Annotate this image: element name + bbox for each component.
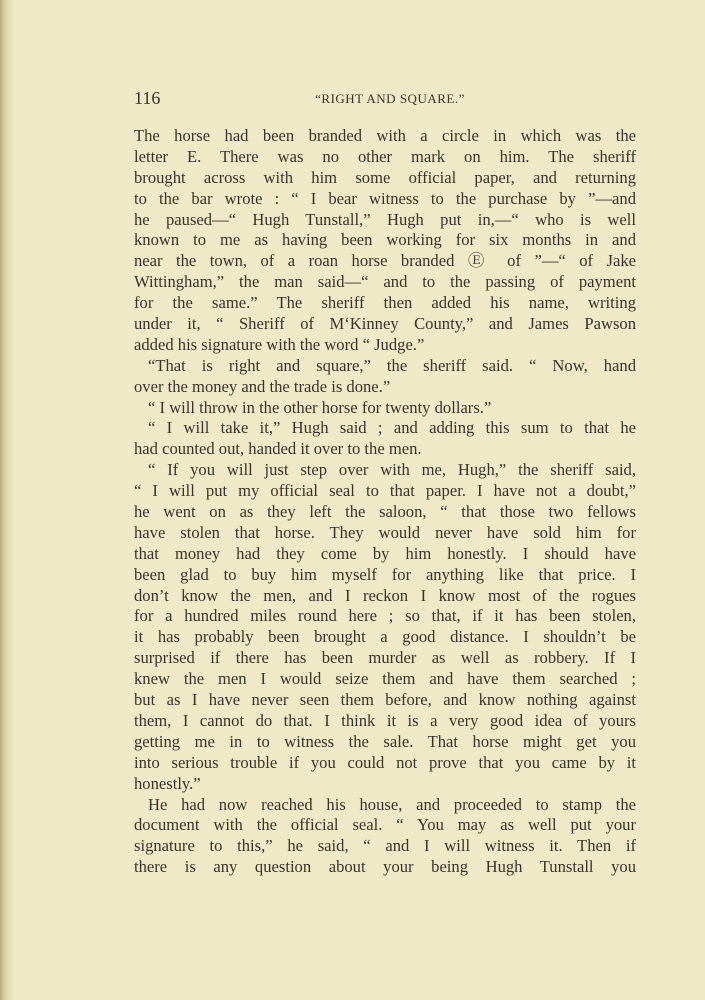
- paragraph: [134, 398, 636, 419]
- text-line: added his signature with the word “ Judge.”: [134, 334, 425, 354]
- page-gutter-edge: [0, 0, 14, 1000]
- text-line: had counted out, handed it over to the men.: [134, 439, 422, 459]
- text-line: The horse had been branded with a circle in which was the: [134, 126, 636, 145]
- text-line: document with the official seal. “ You may as well put your: [134, 815, 636, 835]
- text-line: He had now reached his house, and proceeded to stamp the: [148, 794, 636, 814]
- text-line: Wittingham,” the man said—“ and to the passing of payment: [134, 272, 636, 292]
- paragraph: [134, 460, 636, 794]
- text-line: “ I will throw in the other horse for twenty dollars.”: [148, 397, 492, 417]
- paragraph: [134, 795, 636, 879]
- text-line: have stolen that horse. They would never have sold him for: [134, 522, 636, 542]
- running-title: “RIGHT AND SQUARE.”: [315, 91, 465, 106]
- text-line: under it, “ Sheriff of M‘Kinney County,” and James Pawson: [134, 314, 636, 334]
- text-line: getting me in to witness the sale. That horse might get you: [134, 731, 636, 751]
- page-body-text: [134, 126, 636, 878]
- text-line: letter E. There was no other mark on him. The sheriff: [134, 146, 636, 166]
- text-line: near the town, of a roan horse branded Ⓔ of ”—“ of Jake: [134, 251, 636, 271]
- page-number: 116: [134, 88, 161, 108]
- text-line: been glad to buy him myself for anything like that price. I: [134, 564, 636, 584]
- page-header: [134, 88, 636, 112]
- text-line: brought across with him some official paper, and returning: [134, 167, 636, 187]
- text-line: but as I have never seen them before, and know nothing against: [134, 690, 636, 710]
- paragraph: [134, 126, 636, 356]
- text-line: “ I will put my official seal to that paper. I have not a doubt,”: [134, 481, 636, 501]
- text-line: them, I cannot do that. I think it is a very good idea of yours: [134, 710, 636, 730]
- text-line: “ I will take it,” Hugh said ; and adding this sum to that he: [148, 418, 636, 438]
- text-line: knew the men I would seize them and have them searched ;: [134, 669, 636, 689]
- text-line: for the same.” The sheriff then added his name, writing: [134, 293, 636, 313]
- text-line: for a hundred miles round here ; so that, if it has been stolen,: [134, 606, 636, 626]
- text-line: honestly.”: [134, 773, 201, 793]
- text-line: don’t know the men, and I reckon I know most of the rogues: [134, 585, 636, 605]
- paragraph: [134, 356, 636, 398]
- text-line: “ If you will just step over with me, Hugh,” the sheriff said,: [148, 460, 636, 480]
- text-line: he went on as they left the saloon, “ that those two fellows: [134, 502, 636, 522]
- text-line: it has probably been brought a good distance. I shouldn’t be: [134, 627, 636, 647]
- text-line: known to me as having been working for six months in and: [134, 230, 636, 250]
- text-line: into serious trouble if you could not prove that you came by it: [134, 752, 636, 772]
- text-line: over the money and the trade is done.”: [134, 376, 391, 396]
- text-line: signature to this,” he said, “ and I will witness it. Then if: [134, 836, 636, 856]
- paragraph: [134, 418, 636, 460]
- text-line: that money had they come by him honestly. I should have: [134, 543, 636, 563]
- text-line: he paused—“ Hugh Tunstall,” Hugh put in,—“ who is well: [134, 209, 636, 229]
- text-line: to the bar wrote : “ I bear witness to the purchase by ”—and: [134, 188, 636, 208]
- text-line: there is any question about your being Hugh Tunstall you: [134, 857, 636, 877]
- text-line: surprised if there has been murder as well as robbery. If I: [134, 648, 636, 668]
- text-line: “That is right and square,” the sheriff said. “ Now, hand: [148, 355, 636, 375]
